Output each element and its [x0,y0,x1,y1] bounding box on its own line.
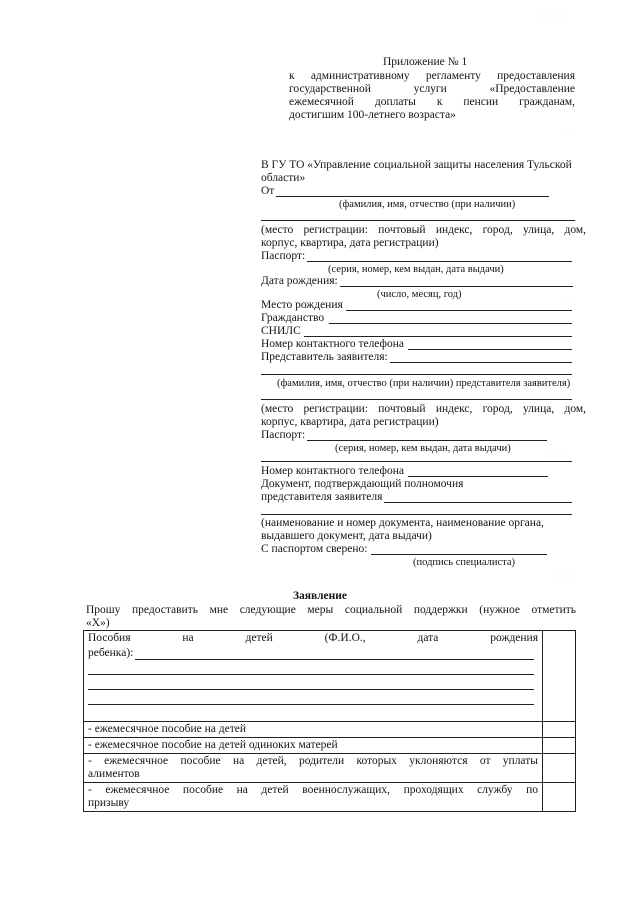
addressee-line: В ГУ ТО «Управление социальной защиты населения Тульской [261,159,572,171]
option-label-line: - ежемесячное пособие на детей военнослужащих, проходящих службу по [88,784,538,796]
option-label-line: алиментов [88,768,140,780]
regulation-line: ежемесячной доплаты к пенсии гражданам, [289,96,575,108]
authority-document-label: Документ, подтверждающий полномочия [261,478,464,490]
representative-phone-field[interactable] [408,476,548,477]
regulation-line: государственной услуги «Предоставление [289,83,575,95]
authority-document-field[interactable] [384,502,572,503]
child-info-field[interactable] [88,690,534,705]
option-label [84,754,543,783]
citizenship-field[interactable] [329,323,572,324]
representative-passport-field-continuation[interactable] [261,461,572,462]
child-info-field[interactable] [88,660,534,675]
option-checkbox[interactable] [543,783,576,812]
representative-fio-field[interactable] [261,399,572,400]
phone-field[interactable] [408,349,572,350]
page-title: Приложение № 1 [383,56,468,68]
option-checkbox[interactable] [543,722,576,738]
phone-label: Номер контактного телефона [261,338,405,350]
option-row [84,754,576,783]
children-allowance-row [84,631,576,722]
regulation-line: достигшим 100-летнего возраста» [289,109,456,121]
children-allowance-header: Пособия на детей (Ф.И.О., дата рождения [88,632,538,644]
registration-caption: (место регистрации: почтовый индекс, город, улица, дом, [261,224,586,236]
option-checkbox[interactable] [543,754,576,783]
authority-document-field-continuation[interactable] [261,514,572,515]
support-measures-table [83,630,576,812]
specialist-signature-field[interactable] [371,554,547,555]
passport-verified-label: С паспортом сверено: [261,543,368,555]
statement-intro: «Х») [86,617,110,629]
birthdate-caption: (число, месяц, год) [377,289,462,300]
representative-label: Представитель заявителя: [261,351,388,363]
registration-caption: корпус, квартира, дата регистрации) [261,237,439,249]
snils-label: СНИЛС [261,325,301,337]
option-row [84,738,576,754]
snils-field[interactable] [304,336,572,337]
authority-document-caption: (наименование и номер документа, наименование органа, [261,517,544,529]
authority-document-label: представителя заявителя [261,491,383,503]
children-allowance-header: ребенка): [88,647,134,659]
child-info-field[interactable] [135,645,534,660]
children-allowance-cell [84,631,543,722]
scan-artifact: · · · [560,300,577,309]
representative-passport-field[interactable] [307,440,547,441]
statement-intro: Прошу предоставить мне следующие меры социальной поддержки (нужное отметить [86,604,576,616]
passport-caption: (серия, номер, кем выдан, дата выдачи) [328,264,504,275]
from-label: От [261,185,275,197]
representative-fio-caption: (фамилия, имя, отчество (при наличии) представителя заявителя) [277,378,571,389]
birthdate-label: Дата рождения: [261,275,338,287]
fio-caption: (фамилия, имя, отчество (при наличии) [339,199,516,210]
passport-field[interactable] [307,261,572,262]
regulation-line: к административному регламенту предоставления [289,70,575,82]
signature-caption: (подпись специалиста) [413,557,516,568]
scan-artifact: · · · · [545,452,569,461]
option-label: - ежемесячное пособие на детей [84,722,543,738]
option-label [84,783,543,812]
authority-document-caption: выдавшего документ, дата выдачи) [261,530,432,542]
birthplace-label: Место рождения [261,299,343,311]
fio-field-continuation[interactable] [261,220,575,221]
representative-passport-label: Паспорт: [261,429,306,441]
representative-field-continuation[interactable] [261,374,572,375]
scan-artifact: · · · · [540,12,564,21]
option-label: - ежемесячное пособие на детей одиноких матерей [84,738,543,754]
representative-phone-label: Номер контактного телефона [261,465,405,477]
representative-field[interactable] [390,362,572,363]
regulation-reference [289,70,575,122]
option-checkbox[interactable] [543,738,576,754]
addressee-line: области» [261,172,306,184]
option-label-line: - ежемесячное пособие на детей, родители которых уклоняются от уплаты [88,755,538,767]
option-row [84,783,576,812]
citizenship-label: Гражданство [261,312,325,324]
child-info-field[interactable] [88,675,534,690]
birthplace-field[interactable] [346,310,572,311]
fio-field[interactable] [276,196,549,197]
option-label-line: призыву [88,797,130,809]
passport-label: Паспорт: [261,250,306,262]
scan-artifact: · · · [555,572,572,581]
representative-registration-caption: (место регистрации: почтовый индекс, город, улица, дом, [261,403,586,415]
option-row [84,722,576,738]
statement-title: Заявление [292,590,347,602]
children-names-first-line [88,645,538,660]
scan-artifact: · · [565,127,576,136]
birthdate-field[interactable] [340,286,573,287]
representative-passport-caption: (серия, номер, кем выдан, дата выдачи) [335,443,511,454]
children-allowance-checkbox[interactable] [543,631,576,722]
representative-registration-caption: корпус, квартира, дата регистрации) [261,416,439,428]
